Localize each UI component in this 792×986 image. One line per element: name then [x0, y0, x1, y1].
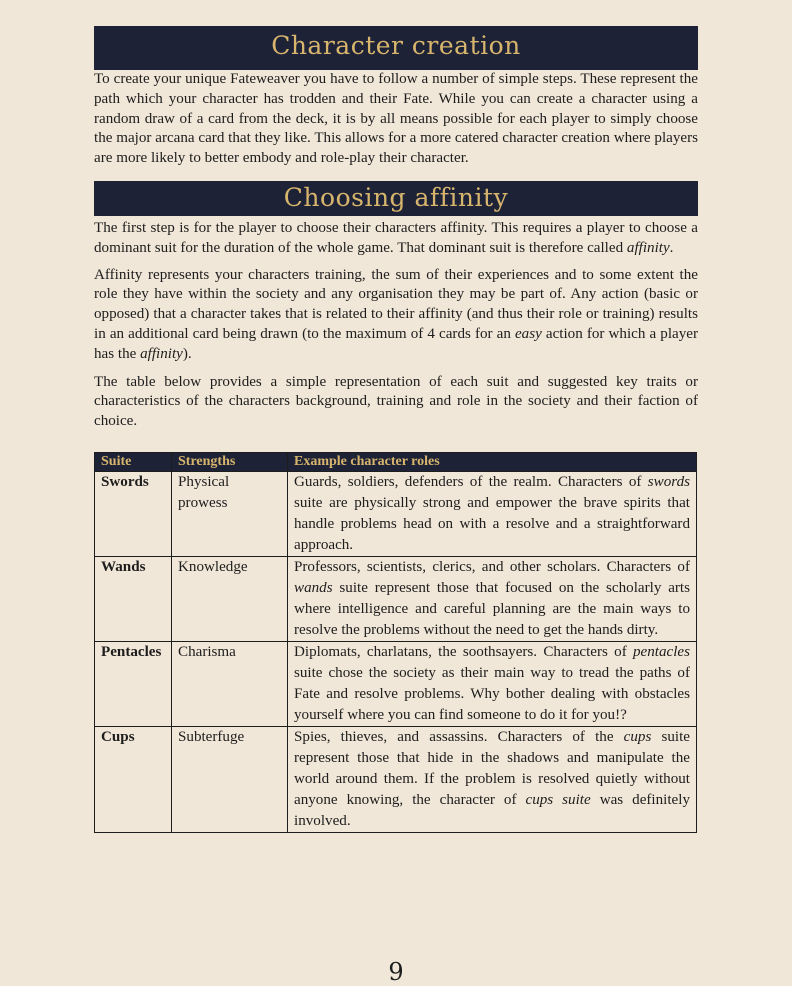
table-row [95, 471, 697, 556]
section-title: Character creation [271, 31, 521, 60]
column-header-roles: Example character roles [288, 452, 697, 471]
table-row [95, 641, 697, 726]
suit-table [94, 452, 697, 833]
affinity-paragraph-1: The first step is for the player to choose their characters affinity. This requires a player to choose a dominant suit for the duration of the whole game. That dominant suit is therefore called affinity. [94, 219, 698, 256]
table-row [95, 726, 697, 832]
subsection-title-banner [94, 181, 698, 216]
column-header-suite: Suite [95, 452, 172, 471]
affinity-paragraph-2: Affinity represents your characters training, the sum of their experiences and to some extent the role they have within the society and any organisation they may be part of. Any action (basic or opposed) that a character takes that is related to their affinity (and thus their role or training) results in an additional card being drawn (to the maximum of 4 cards for an easy action for which a player has the affinity). [94, 266, 698, 362]
column-header-strengths: Strengths [172, 452, 288, 471]
strength-cell: Charisma [172, 641, 288, 726]
roles-cell: Professors, scientists, clerics, and other scholars. Characters of wands suite represent those that focused on the scholarly arts where intelligence and careful planning are the main ways to resolve the problems without the need to get the hands dirty. [288, 556, 697, 641]
suite-cell: Wands [95, 556, 172, 641]
table-header-row [95, 452, 697, 471]
roles-cell: Guards, soldiers, defenders of the realm. Characters of swords suite are physically strong and empower the brave spirits that handle problems head on with a resolve and a straightforward approach. [288, 471, 697, 556]
suite-cell: Cups [95, 726, 172, 832]
suite-cell: Pentacles [95, 641, 172, 726]
section-title-banner [94, 26, 698, 70]
strength-cell: Knowledge [172, 556, 288, 641]
strength-cell: Subterfuge [172, 726, 288, 832]
roles-cell: Diplomats, charlatans, the soothsayers. Characters of pentacles suite chose the society as their main way to tread the paths of Fate and resolve problems. Why bother dealing with obstacles yourself where you can find someone to do it for you!? [288, 641, 697, 726]
page-number: 9 [388, 958, 404, 986]
roles-cell: Spies, thieves, and assassins. Characters of the cups suite represent those that hide in the shadows and manipulate the world around them. If the problem is resolved quietly without anyone knowing, the character of cups suite was definitely involved. [288, 726, 697, 832]
page-content [94, 26, 698, 833]
intro-paragraph: To create your unique Fateweaver you have to follow a number of simple steps. These represent the path which your character has trodden and their Fate. While you can create a character using a random draw of a card from the deck, it is by all means possible for each player to simply choose the major arcana card that they like. This allows for a more catered character creation where players are more likely to better embody and role-play their character. [94, 71, 698, 167]
table-row [95, 556, 697, 641]
affinity-paragraph-3: The table below provides a simple representation of each suit and suggested key traits or characteristics of the characters background, training and role in the society and their faction of choice. [94, 373, 698, 430]
suite-cell: Swords [95, 471, 172, 556]
strength-cell: Physical prowess [172, 471, 288, 556]
subsection-title: Choosing affinity [283, 182, 509, 212]
